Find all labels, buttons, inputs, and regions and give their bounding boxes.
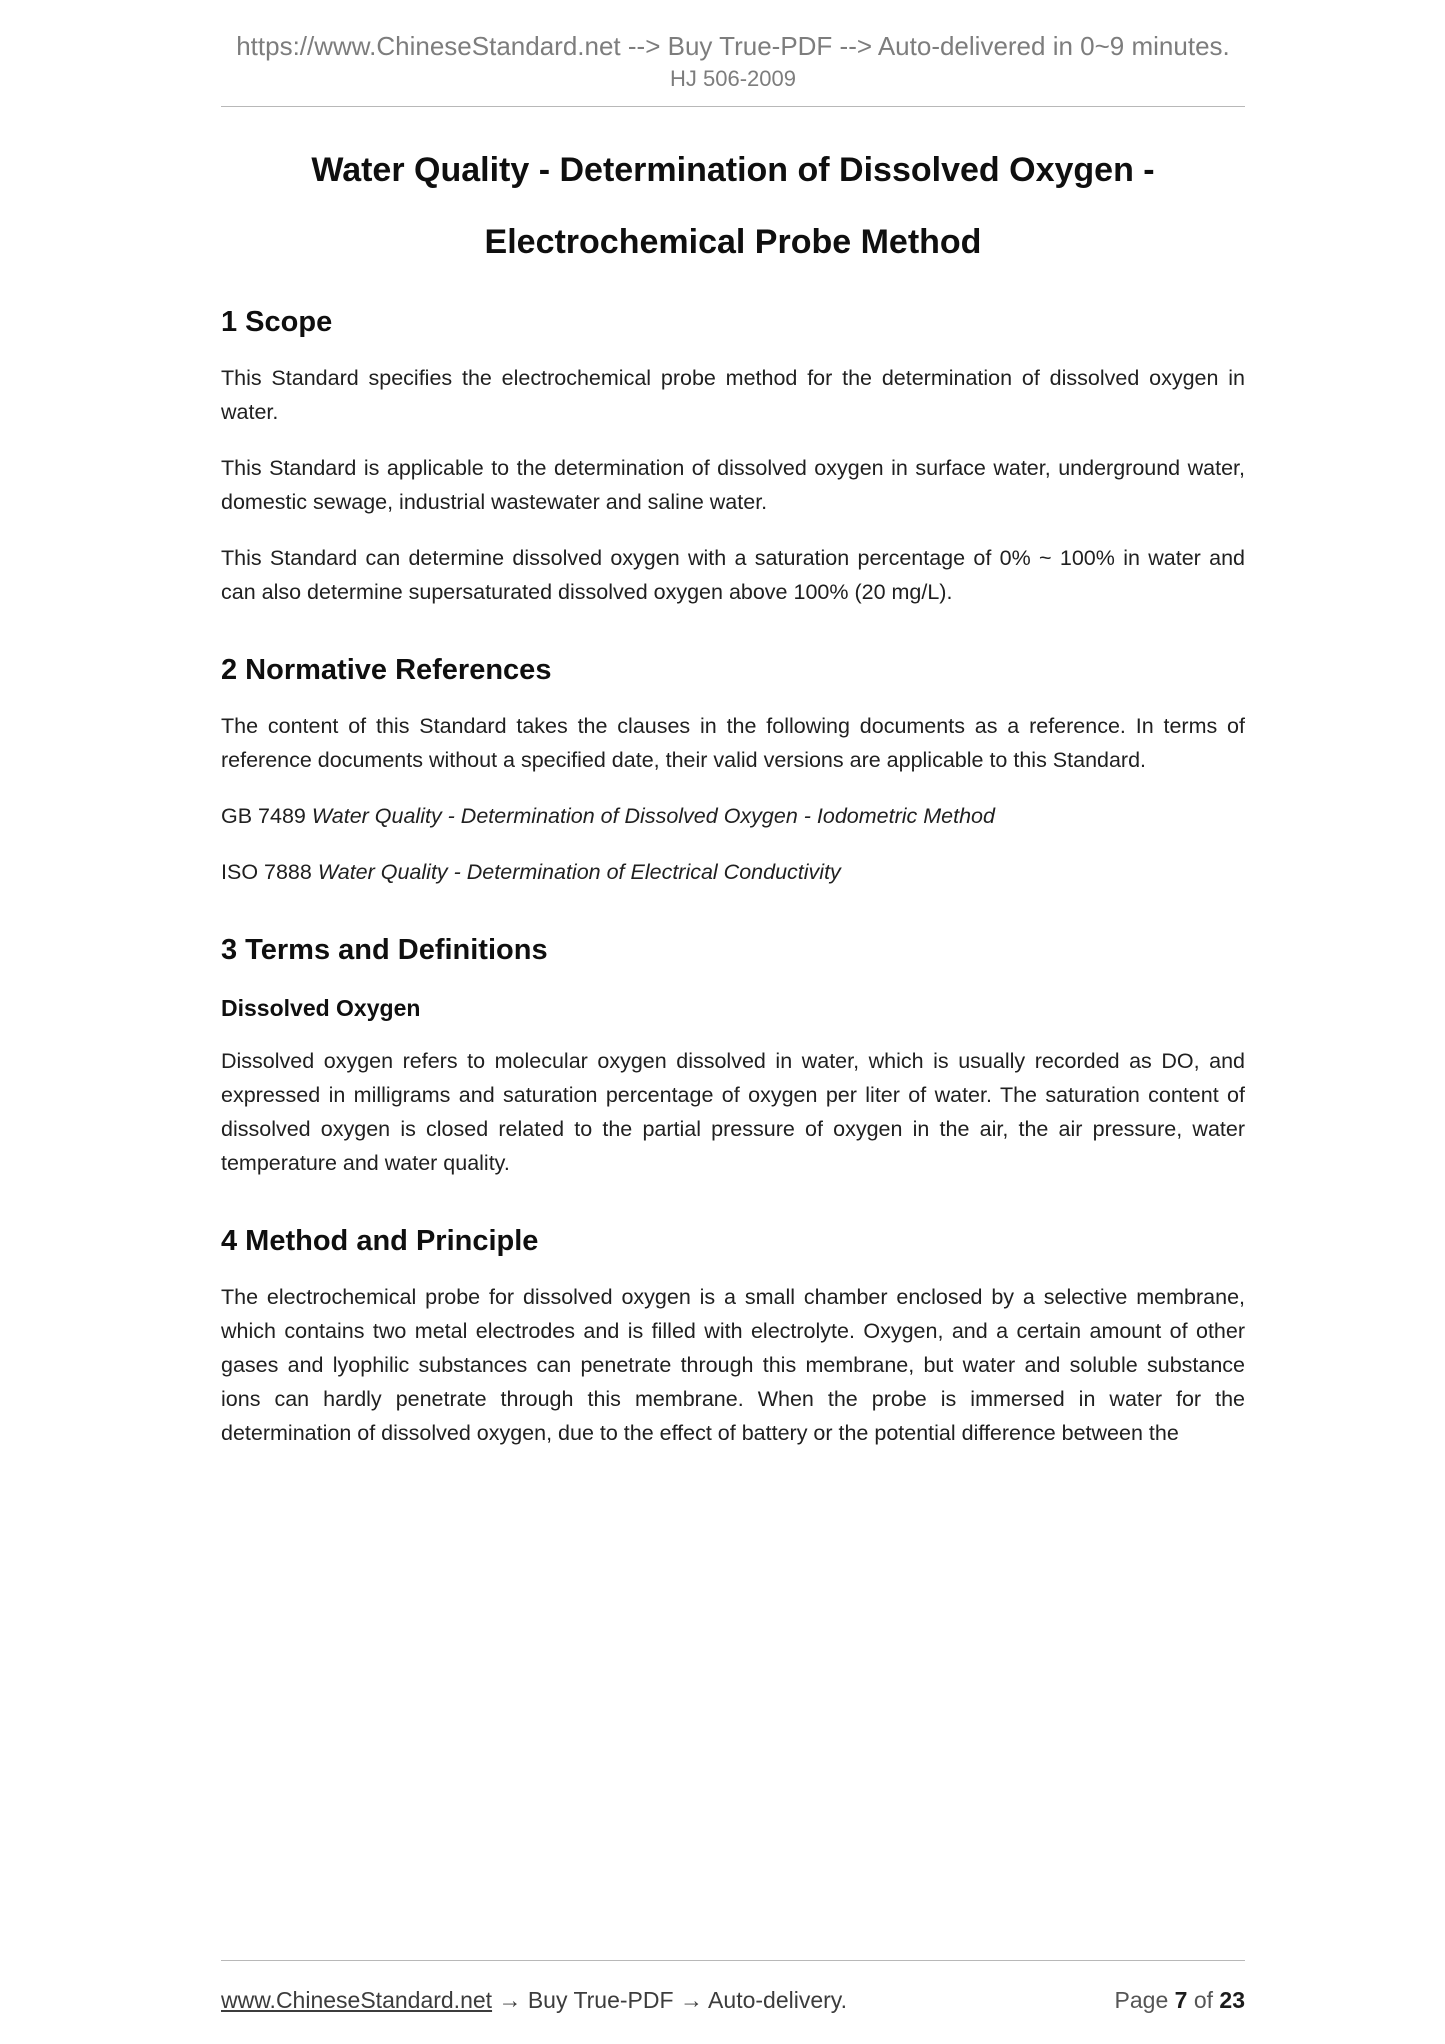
page-indicator [1115, 1987, 1245, 2014]
terms-paragraph-1: Dissolved oxygen refers to molecular oxygen dissolved in water, which is usually recorded as DO, and expressed in milligrams and saturation percentage of oxygen per liter of water. The saturation content of dissolved oxygen is closed related to the partial pressure of oxygen in the air, the air pressure, water temperature and water quality. [221, 1049, 1245, 1175]
title-line-2: Electrochemical Probe Method [484, 223, 982, 261]
footer-site-line [221, 1987, 847, 2014]
section-heading-terms-definitions: 3 Terms and Definitions [221, 934, 548, 966]
term-dissolved-oxygen: Dissolved Oxygen [221, 995, 421, 1021]
section-heading-normative-references: 2 Normative References [221, 654, 552, 686]
page-of-label: of [1193, 1987, 1214, 2013]
reference-code: GB 7489 [221, 804, 306, 828]
footer-divider [221, 1960, 1245, 1961]
page-total: 23 [1219, 1987, 1245, 2013]
reference-title: Water Quality - Determination of Electrical Conductivity [317, 860, 841, 884]
footer-site-link[interactable]: www.ChineseStandard.net [221, 1987, 493, 2013]
page-label: Page [1114, 1987, 1169, 2013]
page-footer [221, 1960, 1245, 2014]
title-line-1: Water Quality - Determination of Dissolved Oxygen - [311, 151, 1155, 189]
normative-paragraph-1: The content of this Standard takes the clauses in the following documents as a reference. In terms of reference documents without a specified date, their valid versions are applicable to this Standard. [221, 714, 1245, 772]
page-number: 7 [1174, 1987, 1188, 2013]
reference-gb-7489 [221, 799, 1245, 833]
section-heading-scope: 1 Scope [221, 306, 333, 338]
reference-iso-7888 [221, 855, 1245, 889]
scope-paragraph-3: This Standard can determine dissolved oxygen with a saturation percentage of 0% ~ 100% in water and can also determine supersaturated dissolved oxygen above 100% (20 mg/L). [221, 546, 1245, 604]
standard-code: HJ 506-2009 [670, 65, 796, 91]
scope-paragraph-2: This Standard is applicable to the determination of dissolved oxygen in surface water, underground water, domestic sewage, industrial wastewater and saline water. [221, 456, 1245, 514]
section-heading-method-principle: 4 Method and Principle [221, 1225, 539, 1257]
method-paragraph-1: The electrochemical probe for dissolved oxygen is a small chamber enclosed by a selective membrane, which contains two metal electrodes and is filled with electrolyte. Oxygen, and a certain amount of other gases and lyophilic substances can penetrate through this membrane, but water and soluble substance ions can hardly penetrate through this membrane. When the probe is immersed in water for the determination of dissolved oxygen, due to the effect of battery or the potential difference between the [221, 1285, 1245, 1445]
footer-site-tail: → Buy True-PDF → Auto-delivery. [498, 1987, 847, 2013]
reference-title: Water Quality - Determination of Dissolved Oxygen - Iodometric Method [311, 804, 995, 828]
scope-paragraph-1: This Standard specifies the electrochemical probe method for the determination of dissolved oxygen in water. [221, 366, 1245, 424]
reference-code: ISO 7888 [221, 860, 312, 884]
header-divider [221, 106, 1245, 107]
purchase-note: https://www.ChineseStandard.net --> Buy True-PDF --> Auto-delivered in 0~9 minutes. [236, 31, 1230, 61]
document-title [221, 151, 1245, 261]
